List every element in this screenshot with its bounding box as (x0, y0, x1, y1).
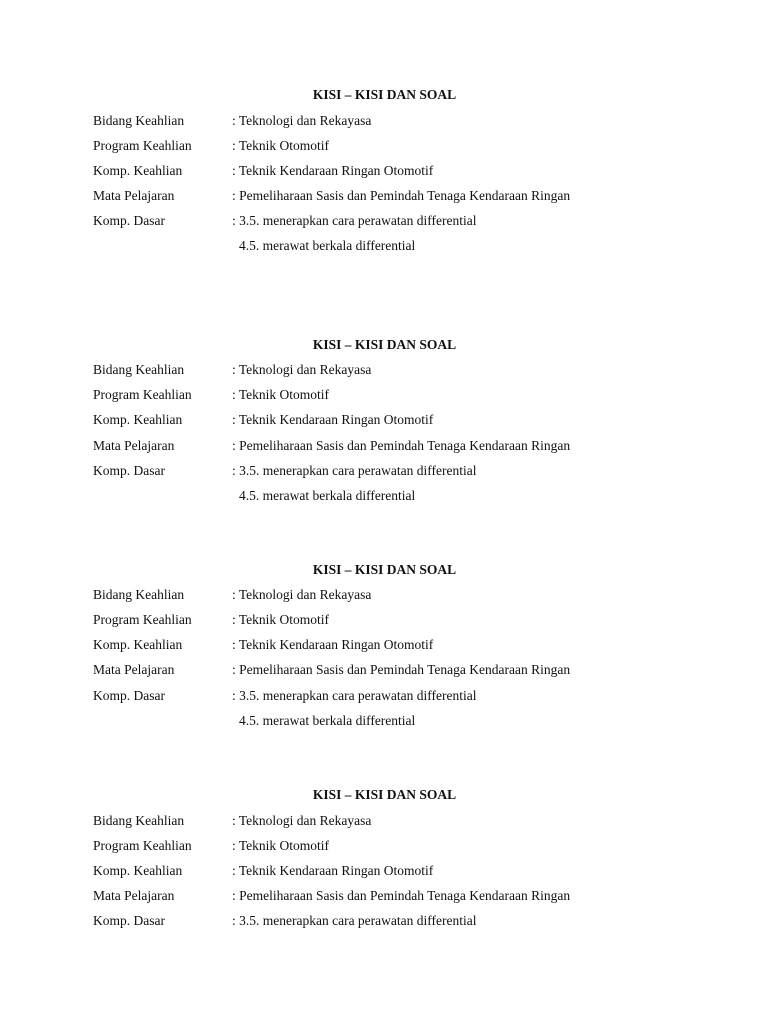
continuation-value: 4.5. merawat berkala differential (239, 488, 416, 503)
field-value: : Teknik Otomotif (232, 612, 330, 627)
field-label: Program Keahlian (93, 387, 192, 402)
block-title: KISI – KISI DAN SOAL (312, 87, 457, 102)
field-value: : Teknik Otomotif (232, 838, 330, 853)
field-value: : Teknologi dan Rekayasa (232, 113, 372, 128)
field-label: Komp. Keahlian (93, 163, 183, 178)
block-title: KISI – KISI DAN SOAL (312, 337, 457, 352)
field-label: Komp. Keahlian (93, 637, 183, 652)
field-label: Program Keahlian (93, 138, 192, 153)
field-label: Komp. Dasar (93, 913, 165, 928)
field-label: Komp. Dasar (93, 213, 165, 228)
field-label: Komp. Keahlian (93, 412, 183, 427)
field-value: : Teknik Kendaraan Ringan Otomotif (232, 412, 434, 427)
field-value: : Teknik Kendaraan Ringan Otomotif (232, 863, 434, 878)
field-label: Bidang Keahlian (93, 813, 185, 828)
field-label: Komp. Dasar (93, 688, 165, 703)
field-label: Bidang Keahlian (93, 362, 185, 377)
field-value: : 3.5. menerapkan cara perawatan differential (232, 213, 477, 228)
continuation-value: 4.5. merawat berkala differential (239, 238, 416, 253)
field-value: : 3.5. menerapkan cara perawatan differential (232, 688, 477, 703)
field-value: : Pemeliharaan Sasis dan Pemindah Tenaga Kendaraan Ringan (232, 188, 571, 203)
field-value: : 3.5. menerapkan cara perawatan differential (232, 463, 477, 478)
field-label: Bidang Keahlian (93, 587, 185, 602)
field-value: : Pemeliharaan Sasis dan Pemindah Tenaga Kendaraan Ringan (232, 888, 571, 903)
field-label: Komp. Dasar (93, 463, 165, 478)
field-value: : Teknologi dan Rekayasa (232, 813, 372, 828)
field-label: Komp. Keahlian (93, 863, 183, 878)
field-label: Mata Pelajaran (93, 438, 175, 453)
field-label: Mata Pelajaran (93, 188, 175, 203)
field-value: : Pemeliharaan Sasis dan Pemindah Tenaga Kendaraan Ringan (232, 662, 571, 677)
field-label: Mata Pelajaran (93, 888, 175, 903)
block-title: KISI – KISI DAN SOAL (312, 787, 457, 802)
field-label: Program Keahlian (93, 612, 192, 627)
field-value: : Teknik Otomotif (232, 138, 330, 153)
field-value: : Teknik Kendaraan Ringan Otomotif (232, 637, 434, 652)
field-value: : 3.5. menerapkan cara perawatan differential (232, 913, 477, 928)
field-value: : Teknologi dan Rekayasa (232, 362, 372, 377)
field-value: : Teknik Kendaraan Ringan Otomotif (232, 163, 434, 178)
field-label: Bidang Keahlian (93, 113, 185, 128)
block-title: KISI – KISI DAN SOAL (312, 562, 457, 577)
continuation-value: 4.5. merawat berkala differential (239, 713, 416, 728)
field-value: : Pemeliharaan Sasis dan Pemindah Tenaga Kendaraan Ringan (232, 438, 571, 453)
field-value: : Teknik Otomotif (232, 387, 330, 402)
field-value: : Teknologi dan Rekayasa (232, 587, 372, 602)
field-label: Program Keahlian (93, 838, 192, 853)
field-label: Mata Pelajaran (93, 662, 175, 677)
